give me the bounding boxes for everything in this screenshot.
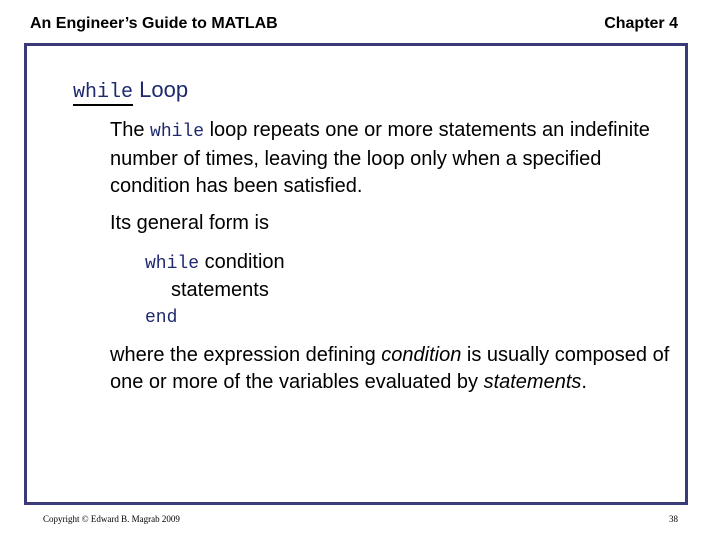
form-end-keyword: end: [145, 308, 178, 328]
paragraph3-part3: .: [581, 371, 587, 393]
form-statements: statements: [171, 279, 269, 301]
footer-copyright: Copyright © Edward B. Magrab 2009: [43, 514, 180, 524]
paragraph3-italic-statements: statements: [483, 371, 582, 393]
paragraph3-part2: is usually composed of one or more of the variables evaluated by: [110, 344, 670, 393]
form-line-3: [145, 303, 177, 331]
title-text: Loop: [139, 77, 189, 102]
form-line-1: [145, 249, 285, 277]
header-book-title: An Engineer’s Guide to MATLAB: [30, 15, 278, 32]
footer-page-number: 38: [669, 514, 678, 524]
form-condition: condition: [204, 251, 285, 273]
header-chapter: Chapter 4: [604, 15, 678, 32]
paragraph3-part1: where the expression defining: [110, 344, 376, 366]
paragraph3-italic-condition: condition: [381, 344, 462, 366]
paragraph1-after: loop repeats one or more statements an indefinite number of times, leaving the loop only when a specified condition has been satisfied.: [110, 119, 650, 197]
slide-frame: [24, 43, 688, 505]
paragraph1-keyword: while: [150, 122, 205, 142]
paragraph-description: [110, 117, 670, 200]
form-while-keyword: while: [145, 254, 200, 274]
slide-title: [73, 76, 188, 107]
paragraph-condition: [110, 342, 670, 396]
title-keyword: while: [73, 81, 134, 104]
paragraph-general-form: Its general form is: [110, 212, 269, 234]
paragraph1-before: The: [110, 119, 145, 141]
